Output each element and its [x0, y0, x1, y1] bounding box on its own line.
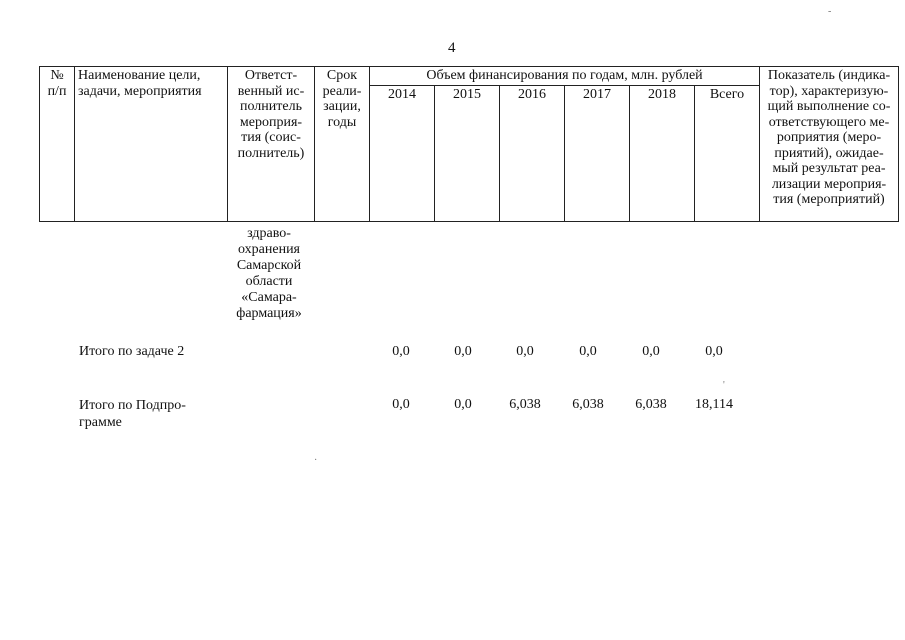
row-label-block [79, 397, 186, 431]
header-year-total: Всего [695, 85, 760, 222]
row-value: 0,0 [392, 397, 410, 412]
responsible-line: фармация» [236, 306, 302, 321]
responsible-line: здраво- [247, 226, 291, 241]
row-value: 0,0 [454, 397, 472, 412]
header-year: 2015 [435, 85, 500, 222]
header-table [39, 66, 899, 222]
responsible-line: охранения [238, 242, 300, 257]
row-value: 0,0 [516, 344, 534, 359]
header-year: 2016 [500, 85, 565, 222]
row-value: 0,0 [642, 344, 660, 359]
responsible-line: области [245, 274, 293, 289]
header-term: Срок реали-зации, годы [315, 67, 370, 222]
row-value: 6,038 [509, 397, 541, 412]
page-number: 4 [448, 40, 456, 56]
scan-mark: · [314, 455, 318, 466]
header-financing: Объем финансирования по годам, млн. рублей [370, 67, 760, 86]
row-value: 0,0 [392, 344, 410, 359]
responsible-line: Самарской [236, 258, 302, 273]
header-num: № п/п [40, 67, 75, 222]
header-name: Наименование цели, задачи, мероприятия [75, 67, 228, 222]
scan-mark: - [828, 6, 832, 17]
row-label: грамме [79, 415, 122, 430]
header-indicator: Показатель (индика-тор), характеризую-щий выполнение со-ответствующего ме-роприятия (меро-приятий), ожидае-мый результат реа-лизации мероприя-тия (мероприятий) [760, 67, 899, 222]
row-label: Итого по задаче 2 [79, 344, 185, 359]
responsible-line: «Самара- [241, 290, 297, 305]
row-value: 18,114 [695, 397, 733, 412]
header-year: 2018 [630, 85, 695, 222]
row-value: 0,0 [705, 344, 723, 359]
row-value: 6,038 [635, 397, 667, 412]
row-value: 0,0 [454, 344, 472, 359]
scan-mark: ' [723, 380, 725, 391]
responsible-continuation [226, 226, 312, 322]
header-responsible: Ответст-венный ис-полнитель мероприя-тия (соис-полнитель) [228, 67, 315, 222]
header-year: 2014 [370, 85, 435, 222]
row-value: 0,0 [579, 344, 597, 359]
header-year: 2017 [565, 85, 630, 222]
row-value: 6,038 [572, 397, 604, 412]
row-label: Итого по Подпро- [79, 398, 186, 413]
